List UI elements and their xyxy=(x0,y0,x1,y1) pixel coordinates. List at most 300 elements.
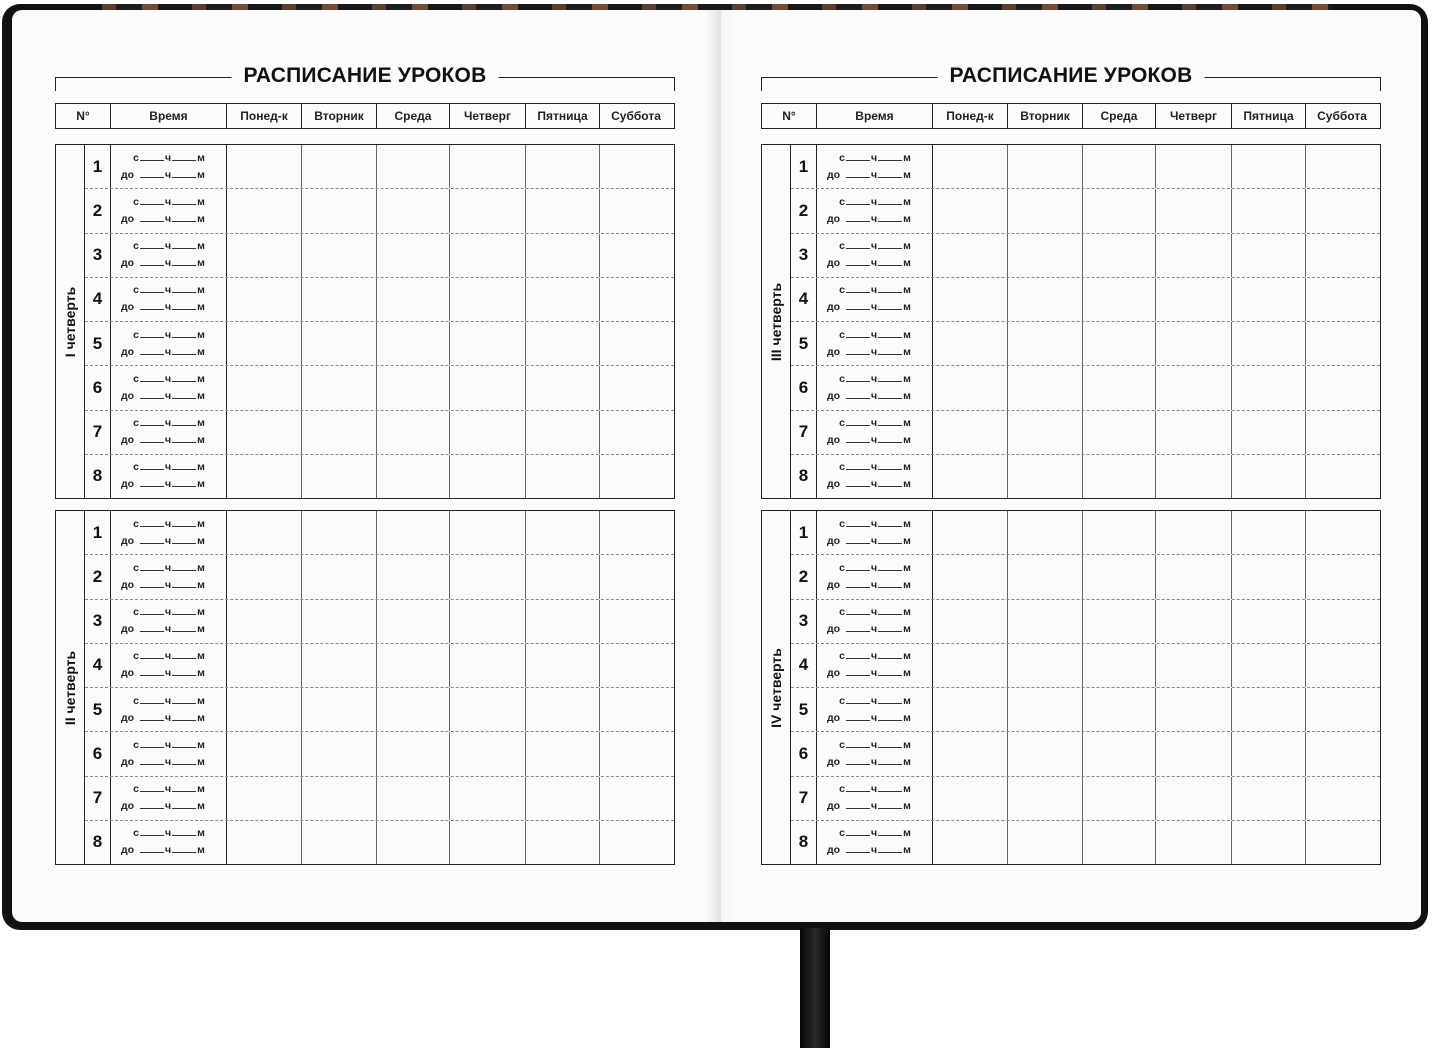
lesson-cell[interactable] xyxy=(1008,555,1083,598)
lesson-time-field[interactable] xyxy=(111,821,227,864)
lesson-cell[interactable] xyxy=(1008,821,1083,864)
minutes-blank[interactable] xyxy=(172,300,196,310)
lesson-cell[interactable] xyxy=(933,777,1008,820)
hours-blank[interactable] xyxy=(140,256,164,266)
minutes-blank[interactable] xyxy=(172,345,196,355)
lesson-cell[interactable] xyxy=(1083,777,1156,820)
lesson-cell[interactable] xyxy=(1232,145,1306,188)
hours-blank[interactable] xyxy=(846,711,870,721)
minutes-blank[interactable] xyxy=(172,517,196,527)
hours-blank[interactable] xyxy=(846,477,870,487)
lesson-cell[interactable] xyxy=(302,688,377,731)
minutes-blank[interactable] xyxy=(172,328,196,338)
hours-blank[interactable] xyxy=(846,151,870,161)
lesson-cell[interactable] xyxy=(933,644,1008,687)
lesson-cell[interactable] xyxy=(302,322,377,365)
lesson-cell[interactable] xyxy=(450,234,526,277)
lesson-cell[interactable] xyxy=(450,411,526,454)
lesson-cell[interactable] xyxy=(1008,322,1083,365)
hours-blank[interactable] xyxy=(140,389,164,399)
minutes-blank[interactable] xyxy=(878,300,902,310)
lesson-cell[interactable] xyxy=(600,821,672,864)
lesson-cell[interactable] xyxy=(227,145,302,188)
lesson-cell[interactable] xyxy=(1008,732,1083,775)
lesson-time-field[interactable] xyxy=(111,145,227,188)
hours-blank[interactable] xyxy=(140,283,164,293)
lesson-cell[interactable] xyxy=(526,411,600,454)
lesson-cell[interactable] xyxy=(1083,455,1156,498)
lesson-cell[interactable] xyxy=(1083,145,1156,188)
lesson-cell[interactable] xyxy=(600,234,672,277)
lesson-cell[interactable] xyxy=(1008,600,1083,643)
lesson-cell[interactable] xyxy=(450,366,526,409)
lesson-cell[interactable] xyxy=(1156,366,1232,409)
lesson-cell[interactable] xyxy=(377,600,450,643)
lesson-cell[interactable] xyxy=(377,688,450,731)
lesson-cell[interactable] xyxy=(1232,600,1306,643)
hours-blank[interactable] xyxy=(846,239,870,249)
lesson-time-field[interactable] xyxy=(111,278,227,321)
minutes-blank[interactable] xyxy=(172,694,196,704)
minutes-blank[interactable] xyxy=(878,711,902,721)
lesson-cell[interactable] xyxy=(1156,322,1232,365)
minutes-blank[interactable] xyxy=(878,517,902,527)
hours-blank[interactable] xyxy=(846,256,870,266)
minutes-blank[interactable] xyxy=(878,433,902,443)
lesson-cell[interactable] xyxy=(450,278,526,321)
lesson-cell[interactable] xyxy=(227,411,302,454)
lesson-cell[interactable] xyxy=(526,600,600,643)
lesson-cell[interactable] xyxy=(1232,234,1306,277)
lesson-cell[interactable] xyxy=(377,732,450,775)
lesson-cell[interactable] xyxy=(600,555,672,598)
hours-blank[interactable] xyxy=(140,239,164,249)
lesson-cell[interactable] xyxy=(1232,644,1306,687)
minutes-blank[interactable] xyxy=(878,578,902,588)
lesson-cell[interactable] xyxy=(377,411,450,454)
lesson-cell[interactable] xyxy=(600,511,672,554)
minutes-blank[interactable] xyxy=(878,477,902,487)
lesson-cell[interactable] xyxy=(1083,234,1156,277)
lesson-cell[interactable] xyxy=(600,411,672,454)
lesson-cell[interactable] xyxy=(377,644,450,687)
hours-blank[interactable] xyxy=(140,782,164,792)
hours-blank[interactable] xyxy=(846,433,870,443)
lesson-cell[interactable] xyxy=(600,366,672,409)
minutes-blank[interactable] xyxy=(172,799,196,809)
minutes-blank[interactable] xyxy=(172,168,196,178)
hours-blank[interactable] xyxy=(140,578,164,588)
lesson-time-field[interactable] xyxy=(817,511,933,554)
lesson-time-field[interactable] xyxy=(817,732,933,775)
lesson-cell[interactable] xyxy=(526,777,600,820)
hours-blank[interactable] xyxy=(140,605,164,615)
minutes-blank[interactable] xyxy=(172,622,196,632)
lesson-cell[interactable] xyxy=(227,455,302,498)
lesson-cell[interactable] xyxy=(1008,278,1083,321)
lesson-time-field[interactable] xyxy=(817,189,933,232)
lesson-cell[interactable] xyxy=(302,189,377,232)
minutes-blank[interactable] xyxy=(878,843,902,853)
minutes-blank[interactable] xyxy=(878,256,902,266)
lesson-cell[interactable] xyxy=(1156,234,1232,277)
hours-blank[interactable] xyxy=(140,694,164,704)
lesson-cell[interactable] xyxy=(227,644,302,687)
lesson-cell[interactable] xyxy=(1156,511,1232,554)
lesson-cell[interactable] xyxy=(1306,511,1378,554)
hours-blank[interactable] xyxy=(846,328,870,338)
minutes-blank[interactable] xyxy=(878,561,902,571)
minutes-blank[interactable] xyxy=(172,256,196,266)
lesson-cell[interactable] xyxy=(302,555,377,598)
lesson-cell[interactable] xyxy=(1306,455,1378,498)
lesson-cell[interactable] xyxy=(1232,555,1306,598)
lesson-cell[interactable] xyxy=(1083,688,1156,731)
lesson-cell[interactable] xyxy=(1232,688,1306,731)
lesson-cell[interactable] xyxy=(227,688,302,731)
hours-blank[interactable] xyxy=(140,517,164,527)
minutes-blank[interactable] xyxy=(172,460,196,470)
lesson-cell[interactable] xyxy=(377,821,450,864)
hours-blank[interactable] xyxy=(846,622,870,632)
minutes-blank[interactable] xyxy=(878,389,902,399)
lesson-cell[interactable] xyxy=(933,234,1008,277)
hours-blank[interactable] xyxy=(140,843,164,853)
lesson-cell[interactable] xyxy=(450,644,526,687)
lesson-cell[interactable] xyxy=(1306,278,1378,321)
lesson-cell[interactable] xyxy=(526,366,600,409)
lesson-time-field[interactable] xyxy=(817,145,933,188)
lesson-cell[interactable] xyxy=(1306,366,1378,409)
lesson-cell[interactable] xyxy=(933,688,1008,731)
lesson-cell[interactable] xyxy=(933,732,1008,775)
hours-blank[interactable] xyxy=(846,666,870,676)
minutes-blank[interactable] xyxy=(878,372,902,382)
minutes-blank[interactable] xyxy=(878,168,902,178)
lesson-time-field[interactable] xyxy=(111,455,227,498)
lesson-cell[interactable] xyxy=(1306,322,1378,365)
lesson-cell[interactable] xyxy=(302,366,377,409)
lesson-cell[interactable] xyxy=(1156,411,1232,454)
lesson-cell[interactable] xyxy=(933,511,1008,554)
lesson-cell[interactable] xyxy=(450,688,526,731)
hours-blank[interactable] xyxy=(140,151,164,161)
lesson-cell[interactable] xyxy=(1156,278,1232,321)
lesson-cell[interactable] xyxy=(600,189,672,232)
hours-blank[interactable] xyxy=(140,345,164,355)
lesson-cell[interactable] xyxy=(600,278,672,321)
minutes-blank[interactable] xyxy=(878,605,902,615)
lesson-cell[interactable] xyxy=(526,511,600,554)
hours-blank[interactable] xyxy=(140,416,164,426)
lesson-cell[interactable] xyxy=(1156,732,1232,775)
minutes-blank[interactable] xyxy=(878,694,902,704)
hours-blank[interactable] xyxy=(846,345,870,355)
minutes-blank[interactable] xyxy=(878,826,902,836)
minutes-blank[interactable] xyxy=(878,622,902,632)
lesson-cell[interactable] xyxy=(227,511,302,554)
lesson-cell[interactable] xyxy=(377,278,450,321)
lesson-cell[interactable] xyxy=(1083,555,1156,598)
lesson-cell[interactable] xyxy=(600,688,672,731)
lesson-cell[interactable] xyxy=(1306,821,1378,864)
hours-blank[interactable] xyxy=(846,416,870,426)
hours-blank[interactable] xyxy=(140,755,164,765)
lesson-cell[interactable] xyxy=(227,821,302,864)
lesson-cell[interactable] xyxy=(1306,189,1378,232)
lesson-cell[interactable] xyxy=(933,821,1008,864)
minutes-blank[interactable] xyxy=(172,433,196,443)
lesson-cell[interactable] xyxy=(1008,688,1083,731)
lesson-cell[interactable] xyxy=(1083,511,1156,554)
minutes-blank[interactable] xyxy=(172,534,196,544)
lesson-cell[interactable] xyxy=(450,777,526,820)
lesson-cell[interactable] xyxy=(526,455,600,498)
hours-blank[interactable] xyxy=(140,649,164,659)
lesson-cell[interactable] xyxy=(302,278,377,321)
minutes-blank[interactable] xyxy=(172,605,196,615)
lesson-cell[interactable] xyxy=(1008,366,1083,409)
lesson-cell[interactable] xyxy=(1083,322,1156,365)
lesson-cell[interactable] xyxy=(1306,688,1378,731)
lesson-cell[interactable] xyxy=(1232,777,1306,820)
lesson-cell[interactable] xyxy=(600,600,672,643)
lesson-cell[interactable] xyxy=(1083,732,1156,775)
lesson-cell[interactable] xyxy=(1083,644,1156,687)
lesson-cell[interactable] xyxy=(1232,189,1306,232)
minutes-blank[interactable] xyxy=(172,239,196,249)
lesson-cell[interactable] xyxy=(526,189,600,232)
lesson-cell[interactable] xyxy=(1306,644,1378,687)
lesson-cell[interactable] xyxy=(450,511,526,554)
minutes-blank[interactable] xyxy=(172,212,196,222)
hours-blank[interactable] xyxy=(846,799,870,809)
lesson-cell[interactable] xyxy=(1306,555,1378,598)
lesson-cell[interactable] xyxy=(1008,234,1083,277)
lesson-time-field[interactable] xyxy=(111,688,227,731)
minutes-blank[interactable] xyxy=(878,239,902,249)
lesson-cell[interactable] xyxy=(1232,511,1306,554)
lesson-cell[interactable] xyxy=(1232,821,1306,864)
hours-blank[interactable] xyxy=(140,168,164,178)
lesson-time-field[interactable] xyxy=(817,644,933,687)
lesson-cell[interactable] xyxy=(302,600,377,643)
lesson-cell[interactable] xyxy=(933,366,1008,409)
minutes-blank[interactable] xyxy=(172,578,196,588)
lesson-cell[interactable] xyxy=(1156,821,1232,864)
hours-blank[interactable] xyxy=(846,782,870,792)
lesson-time-field[interactable] xyxy=(817,411,933,454)
lesson-cell[interactable] xyxy=(1306,234,1378,277)
lesson-cell[interactable] xyxy=(377,455,450,498)
lesson-cell[interactable] xyxy=(1306,777,1378,820)
lesson-cell[interactable] xyxy=(933,145,1008,188)
hours-blank[interactable] xyxy=(846,195,870,205)
lesson-cell[interactable] xyxy=(1008,145,1083,188)
hours-blank[interactable] xyxy=(846,561,870,571)
lesson-cell[interactable] xyxy=(600,145,672,188)
lesson-cell[interactable] xyxy=(1008,511,1083,554)
minutes-blank[interactable] xyxy=(878,283,902,293)
lesson-time-field[interactable] xyxy=(817,777,933,820)
lesson-time-field[interactable] xyxy=(111,411,227,454)
minutes-blank[interactable] xyxy=(878,195,902,205)
lesson-time-field[interactable] xyxy=(111,511,227,554)
lesson-cell[interactable] xyxy=(302,777,377,820)
lesson-cell[interactable] xyxy=(1156,455,1232,498)
lesson-cell[interactable] xyxy=(1232,411,1306,454)
lesson-cell[interactable] xyxy=(526,688,600,731)
hours-blank[interactable] xyxy=(140,534,164,544)
lesson-cell[interactable] xyxy=(450,455,526,498)
lesson-time-field[interactable] xyxy=(111,189,227,232)
lesson-cell[interactable] xyxy=(227,732,302,775)
lesson-cell[interactable] xyxy=(600,455,672,498)
hours-blank[interactable] xyxy=(140,799,164,809)
hours-blank[interactable] xyxy=(140,666,164,676)
lesson-cell[interactable] xyxy=(450,821,526,864)
lesson-cell[interactable] xyxy=(450,145,526,188)
lesson-cell[interactable] xyxy=(302,821,377,864)
hours-blank[interactable] xyxy=(846,460,870,470)
lesson-cell[interactable] xyxy=(1008,777,1083,820)
lesson-cell[interactable] xyxy=(1156,777,1232,820)
minutes-blank[interactable] xyxy=(172,755,196,765)
lesson-cell[interactable] xyxy=(1156,688,1232,731)
minutes-blank[interactable] xyxy=(172,389,196,399)
lesson-cell[interactable] xyxy=(1083,278,1156,321)
hours-blank[interactable] xyxy=(846,283,870,293)
lesson-cell[interactable] xyxy=(526,644,600,687)
lesson-cell[interactable] xyxy=(1008,644,1083,687)
lesson-cell[interactable] xyxy=(1008,455,1083,498)
lesson-cell[interactable] xyxy=(302,644,377,687)
lesson-cell[interactable] xyxy=(933,555,1008,598)
minutes-blank[interactable] xyxy=(172,843,196,853)
hours-blank[interactable] xyxy=(140,433,164,443)
lesson-time-field[interactable] xyxy=(111,732,227,775)
hours-blank[interactable] xyxy=(140,460,164,470)
minutes-blank[interactable] xyxy=(878,534,902,544)
minutes-blank[interactable] xyxy=(172,666,196,676)
lesson-cell[interactable] xyxy=(1306,145,1378,188)
hours-blank[interactable] xyxy=(140,300,164,310)
lesson-cell[interactable] xyxy=(377,322,450,365)
hours-blank[interactable] xyxy=(846,649,870,659)
minutes-blank[interactable] xyxy=(878,151,902,161)
lesson-cell[interactable] xyxy=(227,366,302,409)
lesson-cell[interactable] xyxy=(302,732,377,775)
hours-blank[interactable] xyxy=(846,738,870,748)
lesson-cell[interactable] xyxy=(600,777,672,820)
lesson-time-field[interactable] xyxy=(111,366,227,409)
lesson-time-field[interactable] xyxy=(817,821,933,864)
lesson-cell[interactable] xyxy=(377,366,450,409)
lesson-cell[interactable] xyxy=(600,732,672,775)
lesson-cell[interactable] xyxy=(1232,455,1306,498)
lesson-cell[interactable] xyxy=(227,278,302,321)
lesson-cell[interactable] xyxy=(450,555,526,598)
lesson-cell[interactable] xyxy=(227,322,302,365)
hours-blank[interactable] xyxy=(140,477,164,487)
lesson-cell[interactable] xyxy=(227,234,302,277)
hours-blank[interactable] xyxy=(846,372,870,382)
lesson-time-field[interactable] xyxy=(817,366,933,409)
minutes-blank[interactable] xyxy=(172,195,196,205)
lesson-time-field[interactable] xyxy=(817,688,933,731)
lesson-time-field[interactable] xyxy=(817,234,933,277)
hours-blank[interactable] xyxy=(846,212,870,222)
lesson-cell[interactable] xyxy=(450,600,526,643)
lesson-cell[interactable] xyxy=(377,234,450,277)
lesson-cell[interactable] xyxy=(526,732,600,775)
hours-blank[interactable] xyxy=(140,622,164,632)
lesson-cell[interactable] xyxy=(1083,366,1156,409)
lesson-cell[interactable] xyxy=(227,555,302,598)
hours-blank[interactable] xyxy=(846,755,870,765)
lesson-cell[interactable] xyxy=(377,777,450,820)
lesson-cell[interactable] xyxy=(1083,821,1156,864)
lesson-time-field[interactable] xyxy=(817,322,933,365)
lesson-cell[interactable] xyxy=(1008,411,1083,454)
minutes-blank[interactable] xyxy=(878,416,902,426)
lesson-cell[interactable] xyxy=(450,732,526,775)
lesson-cell[interactable] xyxy=(302,234,377,277)
lesson-cell[interactable] xyxy=(526,234,600,277)
lesson-cell[interactable] xyxy=(450,189,526,232)
hours-blank[interactable] xyxy=(846,694,870,704)
lesson-time-field[interactable] xyxy=(111,600,227,643)
minutes-blank[interactable] xyxy=(172,711,196,721)
lesson-cell[interactable] xyxy=(1232,732,1306,775)
lesson-time-field[interactable] xyxy=(817,600,933,643)
minutes-blank[interactable] xyxy=(172,782,196,792)
lesson-cell[interactable] xyxy=(526,278,600,321)
lesson-cell[interactable] xyxy=(1083,411,1156,454)
hours-blank[interactable] xyxy=(846,826,870,836)
lesson-time-field[interactable] xyxy=(817,278,933,321)
lesson-cell[interactable] xyxy=(600,644,672,687)
lesson-time-field[interactable] xyxy=(817,455,933,498)
lesson-cell[interactable] xyxy=(933,411,1008,454)
minutes-blank[interactable] xyxy=(878,649,902,659)
minutes-blank[interactable] xyxy=(172,826,196,836)
lesson-cell[interactable] xyxy=(1156,189,1232,232)
minutes-blank[interactable] xyxy=(878,782,902,792)
minutes-blank[interactable] xyxy=(172,561,196,571)
lesson-cell[interactable] xyxy=(1232,366,1306,409)
minutes-blank[interactable] xyxy=(172,649,196,659)
lesson-cell[interactable] xyxy=(302,455,377,498)
lesson-cell[interactable] xyxy=(933,600,1008,643)
minutes-blank[interactable] xyxy=(878,328,902,338)
minutes-blank[interactable] xyxy=(172,416,196,426)
hours-blank[interactable] xyxy=(140,212,164,222)
lesson-cell[interactable] xyxy=(1156,555,1232,598)
lesson-cell[interactable] xyxy=(1232,278,1306,321)
lesson-cell[interactable] xyxy=(227,600,302,643)
lesson-cell[interactable] xyxy=(302,511,377,554)
hours-blank[interactable] xyxy=(846,534,870,544)
minutes-blank[interactable] xyxy=(172,477,196,487)
minutes-blank[interactable] xyxy=(172,151,196,161)
lesson-cell[interactable] xyxy=(377,145,450,188)
lesson-cell[interactable] xyxy=(377,511,450,554)
minutes-blank[interactable] xyxy=(878,460,902,470)
lesson-cell[interactable] xyxy=(1156,145,1232,188)
lesson-time-field[interactable] xyxy=(111,555,227,598)
minutes-blank[interactable] xyxy=(878,799,902,809)
